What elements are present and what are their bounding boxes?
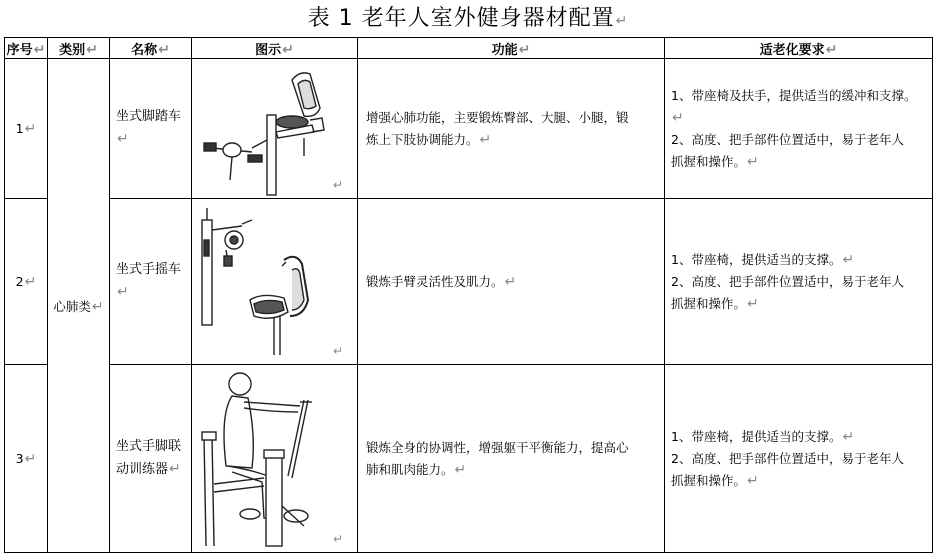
equipment-name: 坐式手脚联 动训练器↵ bbox=[110, 365, 192, 553]
table-header-row bbox=[5, 38, 933, 59]
category-cell: 心肺类↵ bbox=[48, 59, 110, 553]
table-row bbox=[5, 365, 933, 553]
table-row bbox=[5, 199, 933, 365]
function-cell: 锻炼手臂灵活性及肌力。↵ bbox=[358, 199, 665, 365]
header-category: 类别↵ bbox=[48, 38, 110, 59]
header-picture: 图示↵ bbox=[192, 38, 358, 59]
requirement-cell: 1、带座椅及扶手，提供适当的缓冲和支撑。↵ 2、高度、把手部件位置适中，易于老年人 抓握和操作。↵ bbox=[665, 59, 933, 199]
header-index: 序号↵ bbox=[5, 38, 48, 59]
requirement-cell: 1、带座椅，提供适当的支撑。↵ 2、高度、把手部件位置适中，易于老年人 抓握和操作。↵ bbox=[665, 199, 933, 365]
row-index: 2↵ bbox=[5, 199, 48, 365]
header-requirement: 适老化要求↵ bbox=[665, 38, 933, 59]
header-function: 功能↵ bbox=[358, 38, 665, 59]
seated-hand-foot-trainer-illustration: ↵ bbox=[192, 365, 358, 553]
equipment-table bbox=[4, 37, 933, 553]
seated-pedal-bike-illustration: ↵ bbox=[192, 59, 358, 199]
row-index: 1↵ bbox=[5, 59, 48, 199]
function-cell: 锻炼全身的协调性，增强躯干平衡能力，提高心 肺和肌肉能力。↵ bbox=[358, 365, 665, 553]
page-title: 表 1 老年人室外健身器材配置↵ bbox=[307, 6, 629, 31]
equipment-name: 坐式手摇车↵ bbox=[110, 199, 192, 365]
requirement-cell: 1、带座椅，提供适当的支撑。↵ 2、高度、把手部件位置适中，易于老年人 抓握和操作。↵ bbox=[665, 365, 933, 553]
equipment-name: 坐式脚踏车↵ bbox=[110, 59, 192, 199]
row-index: 3↵ bbox=[5, 365, 48, 553]
seated-hand-crank-illustration: ↵ bbox=[192, 199, 358, 365]
table-row bbox=[5, 59, 933, 199]
header-name: 名称↵ bbox=[110, 38, 192, 59]
function-cell: 增强心肺功能，主要锻炼臀部、大腿、小腿，锻 炼上下肢协调能力。↵ bbox=[358, 59, 665, 199]
